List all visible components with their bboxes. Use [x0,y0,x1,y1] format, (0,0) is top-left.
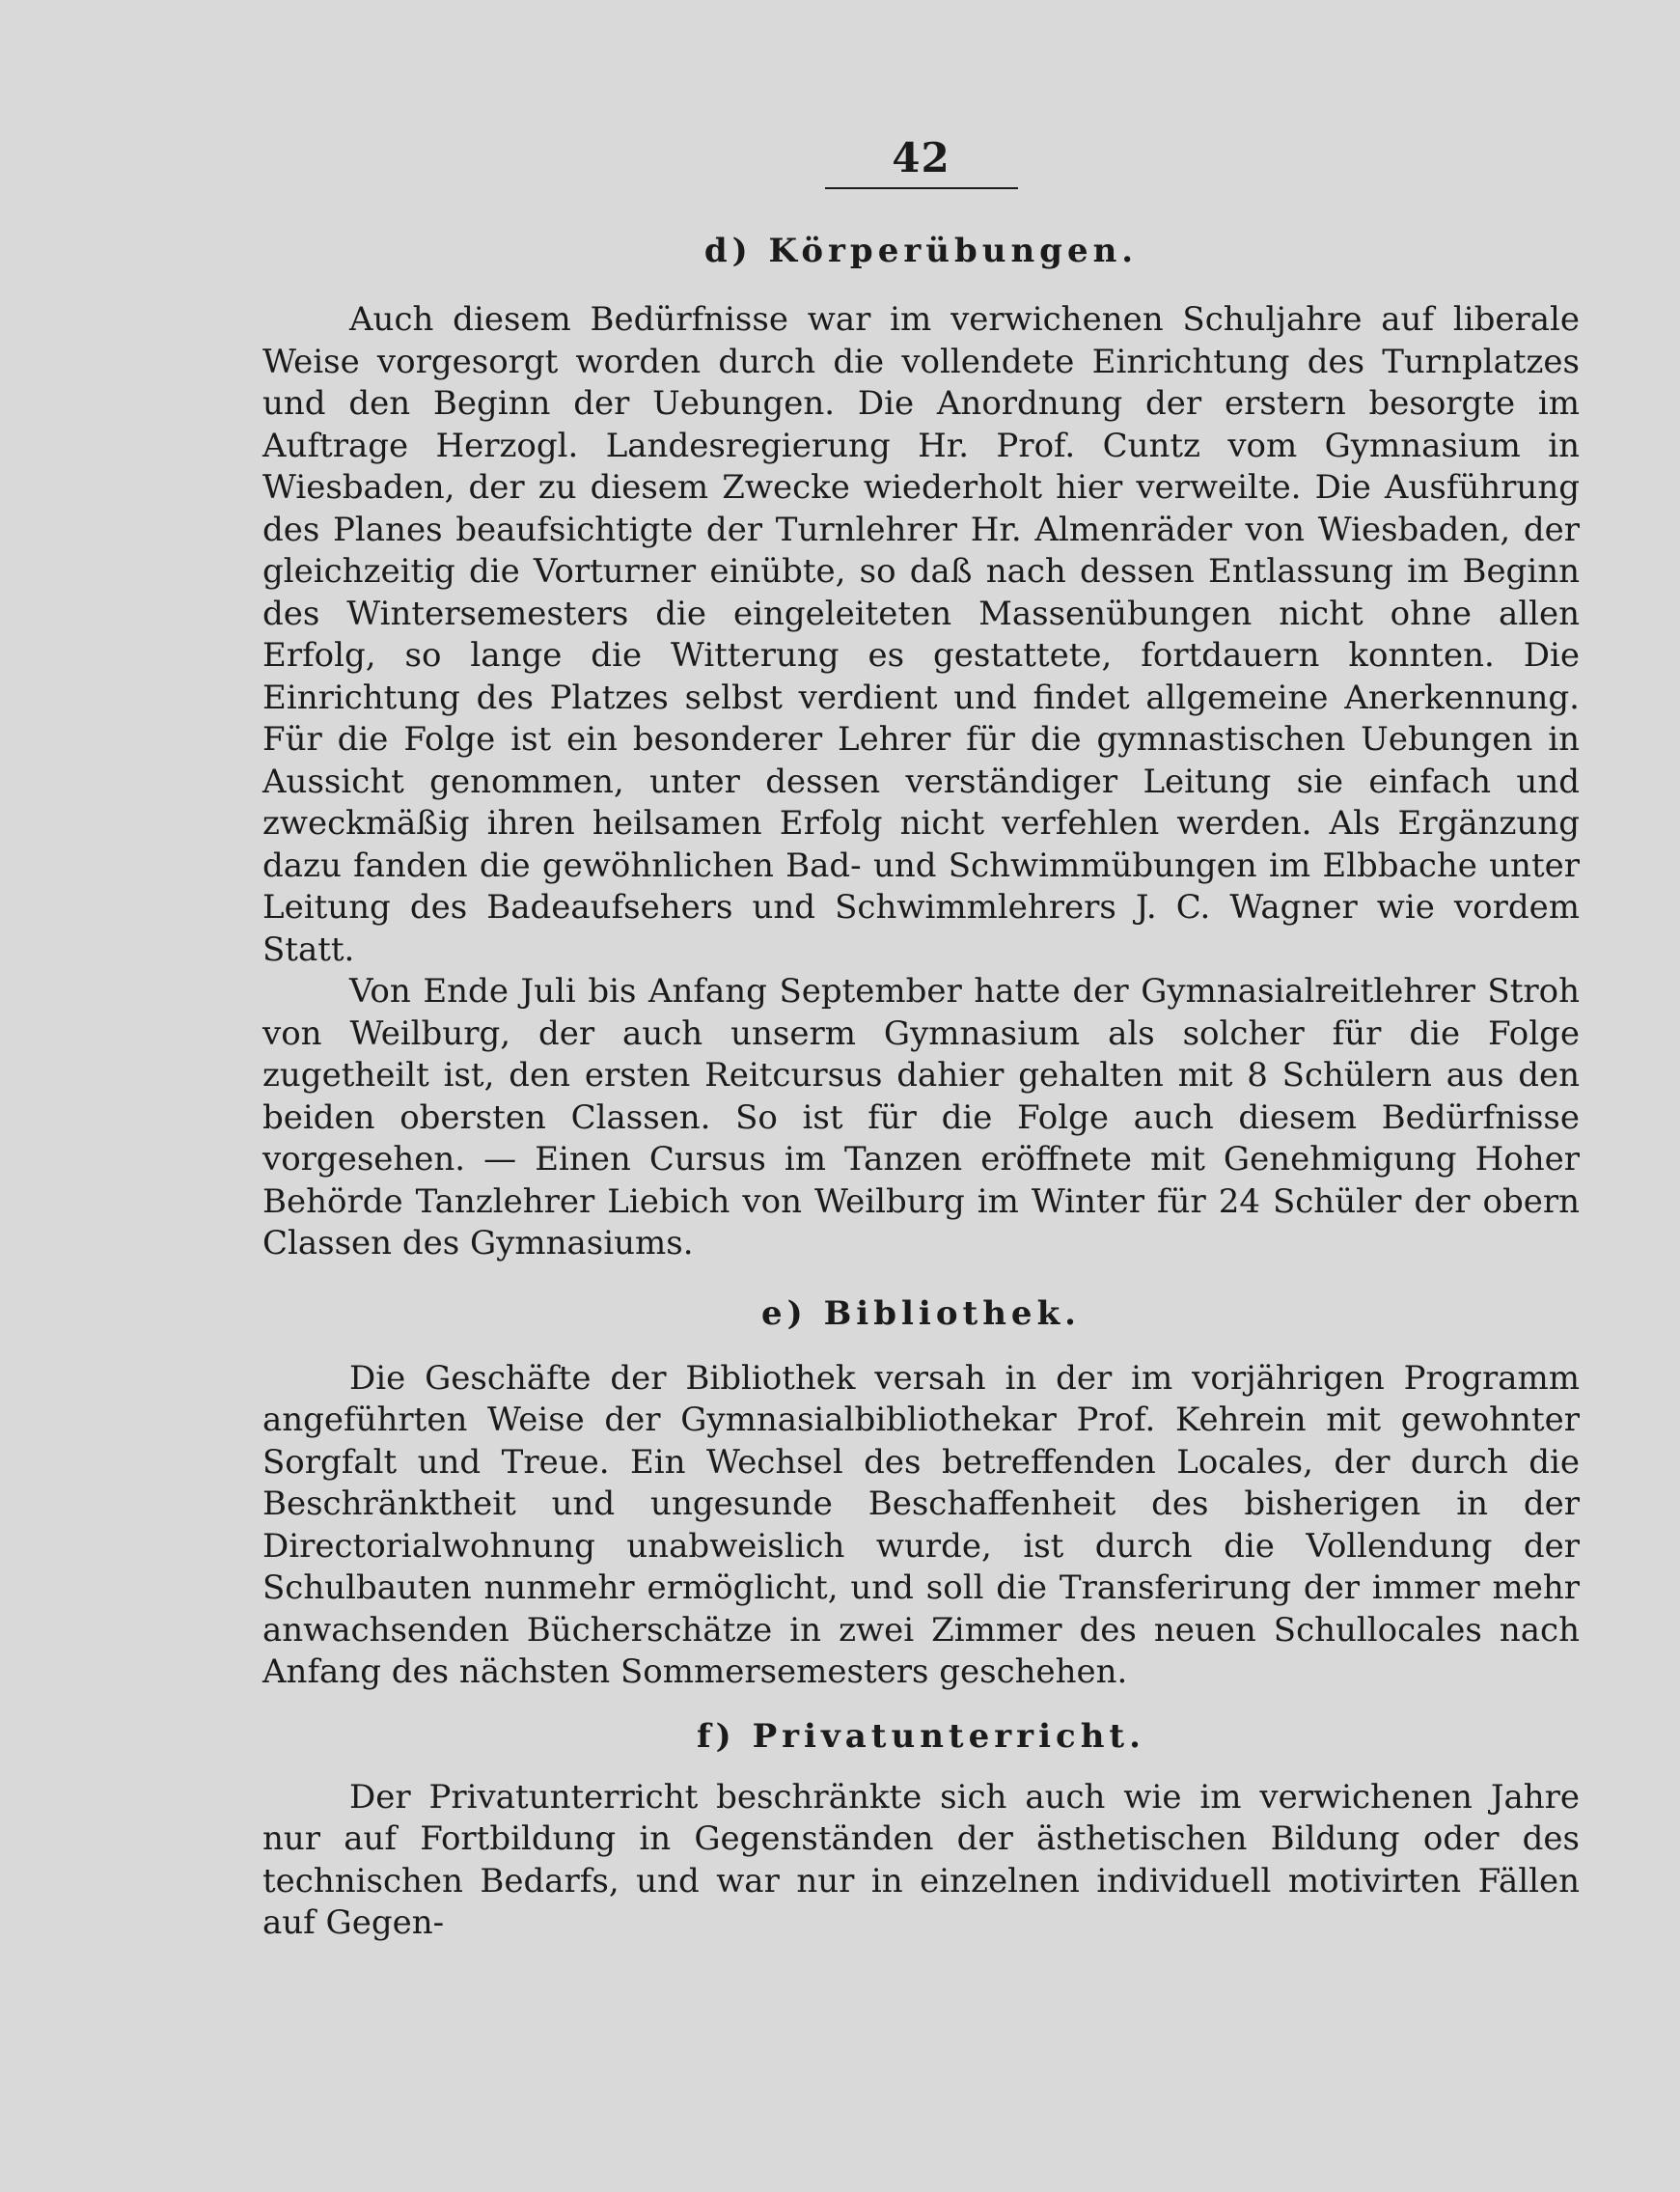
section-heading-privatunterricht: f) Privatunterricht. [697,1716,1145,1756]
paragraph-bibliothek-1: Die Geschäfte der Bibliothek versah in der im vorjährigen Programm angeführten Weise der Gymnasialbibliothekar Prof. Kehrein mit gewohnter Sorgfalt und Treue. Ein Wechsel des betreffenden Locales, der durch die Beschränktheit und ungesunde Beschaffenheit des bisherigen in der Directorialwohnung unabweislich wurde, ist durch die Vollendung der Schulbauten nunmehr ermöglicht, und soll die Transferirung der immer mehr anwachsenden Bücherschätze in zwei Zimmer des neuen Schullocales nach Anfang des nächsten Sommersemesters geschehen. [262,1358,1580,1691]
page-number: 42 [892,134,950,181]
section-heading-bibliothek: e) Bibliothek. [761,1293,1081,1333]
section-heading-koerperuebungen: d) Körperübungen. [703,232,1139,270]
paragraph-privatunterricht-1: Der Privatunterricht beschränkte sich auch wie im verwichenen Jahre nur auf Fortbildung in Gegenständen der ästhetischen Bildung oder des technischen Bedarfs, und war nur in einzelnen individuell motivirten Fällen auf Gegen- [262,1777,1580,1942]
paragraph-koerperuebungen-2: Von Ende Juli bis Anfang September hatte der Gymnasialreitlehrer Stroh von Weilburg, der auch unserm Gymnasium als solcher für die Folge zugetheilt ist, den ersten Reitcursus dahier gehalten mit 8 Schülern aus den beiden obersten Classen. So ist für die Folge auch diesem Bedürfnisse vorgesehen. — Einen Cursus im Tanzen eröffnete mit Genehmigung Hoher Behörde Tanzlehrer Liebich von Weilburg im Winter für 24 Schüler der obern Classen des Gymnasiums. [262,972,1580,1262]
page-number-rule [825,187,1018,189]
page-content [262,135,1580,1945]
paragraph-koerperuebungen-1: Auch diesem Bedürfnisse war im verwichenen Schuljahre auf liberale Weise vorgesorgt worden durch die vollendete Einrichtung des Turnplatzes und den Beginn der Uebungen. Die Anordnung der erstern besorgte im Auftrage Herzogl. Landesregierung Hr. Prof. Cuntz vom Gymnasium in Wiesbaden, der zu diesem Zwecke wiederholt hier verweilte. Die Ausführung des Planes beaufsichtigte der Turnlehrer Hr. Almenräder von Wiesbaden, der gleichzeitig die Vorturner einübte, so daß nach dessen Entlassung im Beginn des Wintersemesters die eingeleiteten Massenübungen nicht ohne allen Erfolg, so lange die Witterung es gestattete, fortdauern konnten. Die Einrichtung des Platzes selbst verdient und findet allgemeine Anerkennung. Für die Folge ist ein besonderer Lehrer für die gymnastischen Uebungen in Aussicht genommen, unter dessen verständiger Leitung sie einfach und zweckmäßig ihren heilsamen Erfolg nicht verfehlen werden. Als Ergänzung dazu fanden die gewöhnlichen Bad- und Schwimmübungen im Elbbache unter Leitung des Badeaufsehers und Schwimmlehrers J. C. Wagner wie vordem Statt. [262,300,1580,969]
